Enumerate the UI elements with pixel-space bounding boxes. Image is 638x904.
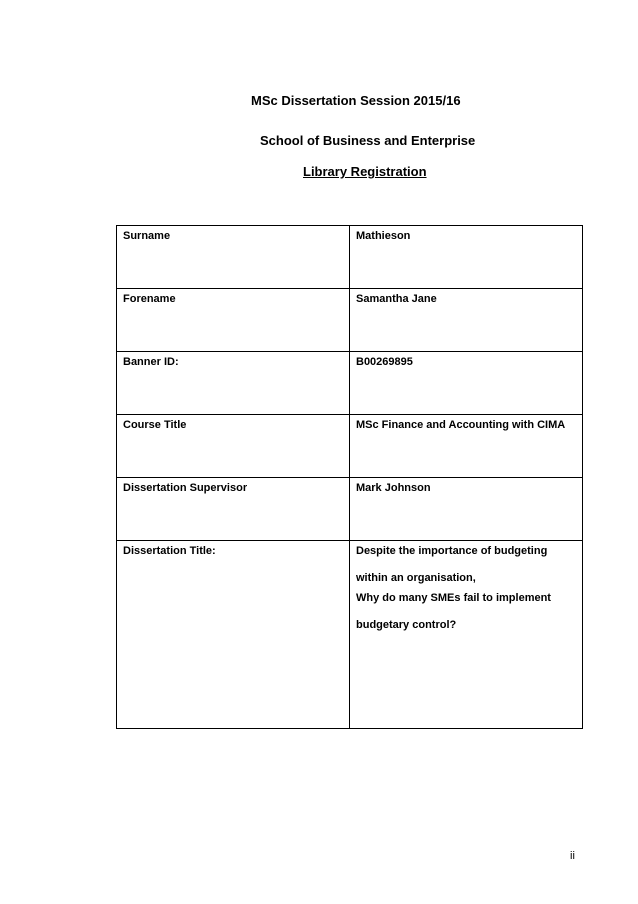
- banner-id-value: B00269895: [350, 352, 583, 415]
- forename-label: Forename: [117, 289, 350, 352]
- title-line-4: budgetary control?: [356, 619, 457, 631]
- table-row: [117, 415, 583, 478]
- surname-label: Surname: [117, 226, 350, 289]
- surname-value: Mathieson: [350, 226, 583, 289]
- forename-value: Samantha Jane: [350, 289, 583, 352]
- table-row: [117, 289, 583, 352]
- dissertation-title-label: Dissertation Title:: [117, 541, 350, 729]
- course-title-value: MSc Finance and Accounting with CIMA: [350, 415, 583, 478]
- library-registration-heading: Library Registration: [303, 164, 427, 179]
- session-heading: MSc Dissertation Session 2015/16: [251, 93, 461, 108]
- title-line-1: Despite the importance of budgeting: [356, 545, 548, 557]
- school-heading: School of Business and Enterprise: [260, 133, 476, 148]
- table-row: [117, 226, 583, 289]
- supervisor-label: Dissertation Supervisor: [117, 478, 350, 541]
- table-row: [117, 478, 583, 541]
- supervisor-value: Mark Johnson: [350, 478, 583, 541]
- dissertation-title-value: [350, 541, 583, 729]
- table-row: [117, 541, 583, 729]
- banner-id-label: Banner ID:: [117, 352, 350, 415]
- title-line-2: within an organisation,: [356, 572, 476, 584]
- title-line-3: Why do many SMEs fail to implement: [356, 592, 551, 604]
- course-title-label: Course Title: [117, 415, 350, 478]
- registration-table: [116, 225, 583, 729]
- page-number: ii: [570, 850, 575, 862]
- table-row: [117, 352, 583, 415]
